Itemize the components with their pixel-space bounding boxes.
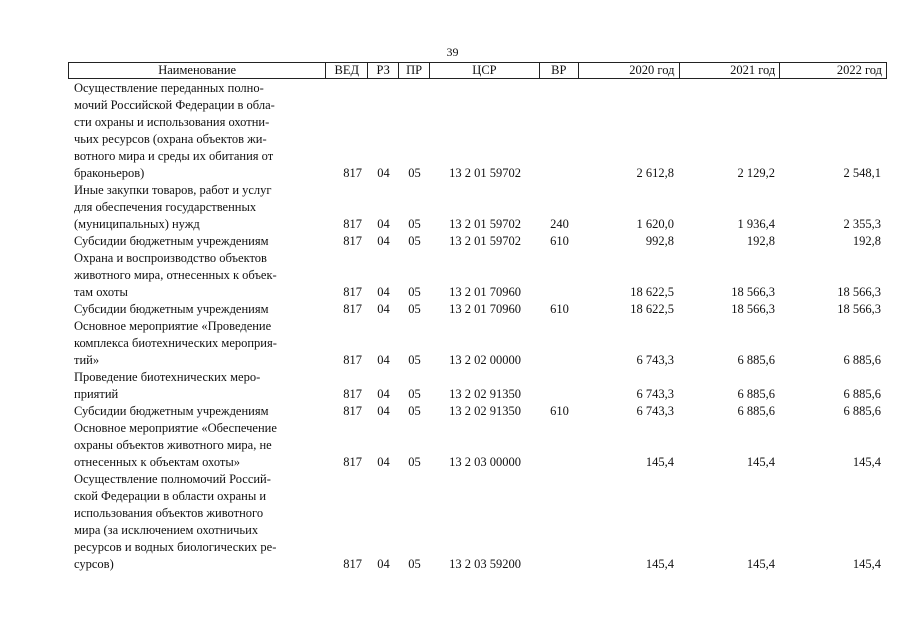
table-row: [68, 403, 887, 420]
row-name-line: охраны объектов животного мира, не: [74, 438, 272, 452]
cell-y2022: 18 566,3: [837, 302, 881, 316]
cell-y2021: 2 129,2: [737, 166, 775, 180]
row-name: [68, 318, 326, 369]
table-body: [68, 80, 887, 573]
cell-ved: 817: [343, 387, 362, 401]
row-name: [68, 420, 326, 471]
cell-vr: 610: [550, 404, 569, 418]
row-name-line: ресурсов и водных биологических ре-: [74, 540, 277, 554]
row-name-line: Иные закупки товаров, работ и услуг: [74, 183, 272, 197]
cell-pr: 05: [408, 302, 421, 316]
header-2021: 2021 год: [680, 63, 781, 78]
row-name: [68, 233, 326, 250]
header-2022: 2022 год: [836, 63, 883, 77]
row-name-line: браконьеров): [74, 166, 145, 180]
cell-ved: 817: [343, 455, 362, 469]
cell-csr: 13 2 01 59702: [449, 234, 521, 248]
cell-csr: 13 2 01 59702: [449, 166, 521, 180]
cell-y2022: 2 548,1: [843, 166, 881, 180]
cell-pr: 05: [408, 387, 421, 401]
cell-rz: 04: [377, 285, 390, 299]
header-2020: 2020 год: [579, 63, 680, 78]
row-name: [68, 250, 326, 301]
table-row: [68, 301, 887, 318]
cell-y2022: 6 885,6: [843, 387, 881, 401]
cell-ved: 817: [343, 285, 362, 299]
cell-y2020: 145,4: [645, 557, 674, 571]
cell-y2022: 6 885,6: [843, 353, 881, 367]
cell-rz: 04: [377, 302, 390, 316]
cell-ved: 817: [343, 404, 362, 418]
cell-y2021: 192,8: [746, 234, 775, 248]
row-name-line: использования объектов животного: [74, 506, 264, 520]
row-name-line: Основное мероприятие «Обеспечение: [74, 421, 277, 435]
cell-y2021: 6 885,6: [737, 353, 775, 367]
cell-pr: 05: [408, 404, 421, 418]
row-name-line: Субсидии бюджетным учреждениям: [74, 302, 269, 316]
row-name-line: комплекса биотехнических мероприя-: [74, 336, 277, 350]
cell-y2021: 145,4: [746, 557, 775, 571]
cell-ved: 817: [343, 557, 362, 571]
cell-pr: 05: [408, 557, 421, 571]
table-row: [68, 182, 887, 233]
cell-y2020: 6 743,3: [636, 353, 674, 367]
cell-pr: 05: [408, 217, 421, 231]
cell-rz: 04: [377, 166, 390, 180]
header-rz: РЗ: [368, 63, 399, 78]
cell-rz: 04: [377, 387, 390, 401]
cell-y2022: 2 355,3: [843, 217, 881, 231]
row-name-line: ской Федерации в области охраны и: [74, 489, 267, 503]
cell-y2021: 6 885,6: [737, 404, 775, 418]
cell-y2020: 18 622,5: [630, 302, 674, 316]
cell-y2020: 1 620,0: [636, 217, 674, 231]
cell-y2021: 18 566,3: [731, 285, 775, 299]
cell-pr: 05: [408, 166, 421, 180]
cell-rz: 04: [377, 455, 390, 469]
row-name: [68, 80, 326, 182]
cell-ved: 817: [343, 217, 362, 231]
cell-csr: 13 2 02 00000: [449, 353, 521, 367]
table-row: [68, 233, 887, 250]
table-header: [68, 62, 887, 79]
row-name-line: животного мира, отнесенных к объек-: [74, 268, 277, 282]
cell-csr: 13 2 01 70960: [449, 285, 521, 299]
header-ved: ВЕД: [326, 63, 368, 78]
cell-y2022: 145,4: [852, 455, 881, 469]
cell-y2020: 992,8: [645, 234, 674, 248]
table-row: [68, 369, 887, 403]
row-name: [68, 301, 326, 318]
cell-ved: 817: [343, 166, 362, 180]
cell-y2020: 145,4: [645, 455, 674, 469]
cell-y2021: 18 566,3: [731, 302, 775, 316]
cell-rz: 04: [377, 234, 390, 248]
table-row: [68, 318, 887, 369]
table-row: [68, 420, 887, 471]
cell-y2021: 6 885,6: [737, 387, 775, 401]
cell-y2020: 18 622,5: [630, 285, 674, 299]
row-name-line: сти охраны и использования охотни-: [74, 115, 270, 129]
row-name-line: приятий: [74, 387, 119, 401]
cell-y2021: 1 936,4: [737, 217, 775, 231]
row-name-line: Охрана и воспроизводство объектов: [74, 251, 267, 265]
row-name-line: (муниципальных) нужд: [74, 217, 200, 231]
table-row: [68, 471, 887, 573]
cell-vr: 240: [550, 217, 569, 231]
row-name-line: мира (за исключением охотничьих: [74, 523, 259, 537]
cell-csr: 13 2 02 91350: [449, 387, 521, 401]
cell-rz: 04: [377, 353, 390, 367]
row-name-line: Основное мероприятие «Проведение: [74, 319, 272, 333]
cell-rz: 04: [377, 217, 390, 231]
header-name: Наименование: [69, 63, 326, 78]
row-name-line: вотного мира и среды их обитания от: [74, 149, 274, 163]
row-name-line: отнесенных к объектам охоты»: [74, 455, 241, 469]
row-name-line: тий»: [74, 353, 100, 367]
cell-rz: 04: [377, 404, 390, 418]
cell-csr: 13 2 03 00000: [449, 455, 521, 469]
row-name-line: мочий Российской Федерации в обла-: [74, 98, 275, 112]
cell-ved: 817: [343, 353, 362, 367]
row-name-line: чьих ресурсов (охрана объектов жи-: [74, 132, 267, 146]
header-vr: ВР: [540, 63, 579, 78]
cell-y2022: 6 885,6: [843, 404, 881, 418]
cell-y2022: 145,4: [852, 557, 881, 571]
cell-csr: 13 2 02 91350: [449, 404, 521, 418]
cell-vr: 610: [550, 302, 569, 316]
header-pr: ПР: [399, 63, 430, 78]
cell-ved: 817: [343, 302, 362, 316]
cell-y2021: 145,4: [746, 455, 775, 469]
row-name-line: Субсидии бюджетным учреждениям: [74, 404, 269, 418]
cell-y2020: 6 743,3: [636, 387, 674, 401]
row-name: [68, 369, 326, 403]
cell-pr: 05: [408, 285, 421, 299]
header-csr: ЦСР: [430, 63, 540, 78]
cell-csr: 13 2 01 70960: [449, 302, 521, 316]
row-name-line: Проведение биотехнических меро-: [74, 370, 261, 384]
row-name-line: сурсов): [74, 557, 114, 571]
cell-y2022: 192,8: [852, 234, 881, 248]
table-row: [68, 80, 887, 182]
cell-pr: 05: [408, 234, 421, 248]
row-name-line: Осуществление полномочий Россий-: [74, 472, 271, 486]
row-name-line: там охоты: [74, 285, 128, 299]
row-name-line: Субсидии бюджетным учреждениям: [74, 234, 269, 248]
cell-ved: 817: [343, 234, 362, 248]
row-name-line: Осуществление переданных полно-: [74, 81, 264, 95]
table-row: [68, 250, 887, 301]
cell-y2022: 18 566,3: [837, 285, 881, 299]
cell-vr: 610: [550, 234, 569, 248]
cell-y2020: 2 612,8: [636, 166, 674, 180]
row-name: [68, 182, 326, 233]
row-name-line: для обеспечения государственных: [74, 200, 257, 214]
row-name: [68, 403, 326, 420]
cell-pr: 05: [408, 455, 421, 469]
page-number: 39: [446, 45, 459, 59]
cell-rz: 04: [377, 557, 390, 571]
cell-y2020: 6 743,3: [636, 404, 674, 418]
cell-pr: 05: [408, 353, 421, 367]
cell-csr: 13 2 01 59702: [449, 217, 521, 231]
row-name: [68, 471, 326, 573]
cell-csr: 13 2 03 59200: [449, 557, 521, 571]
